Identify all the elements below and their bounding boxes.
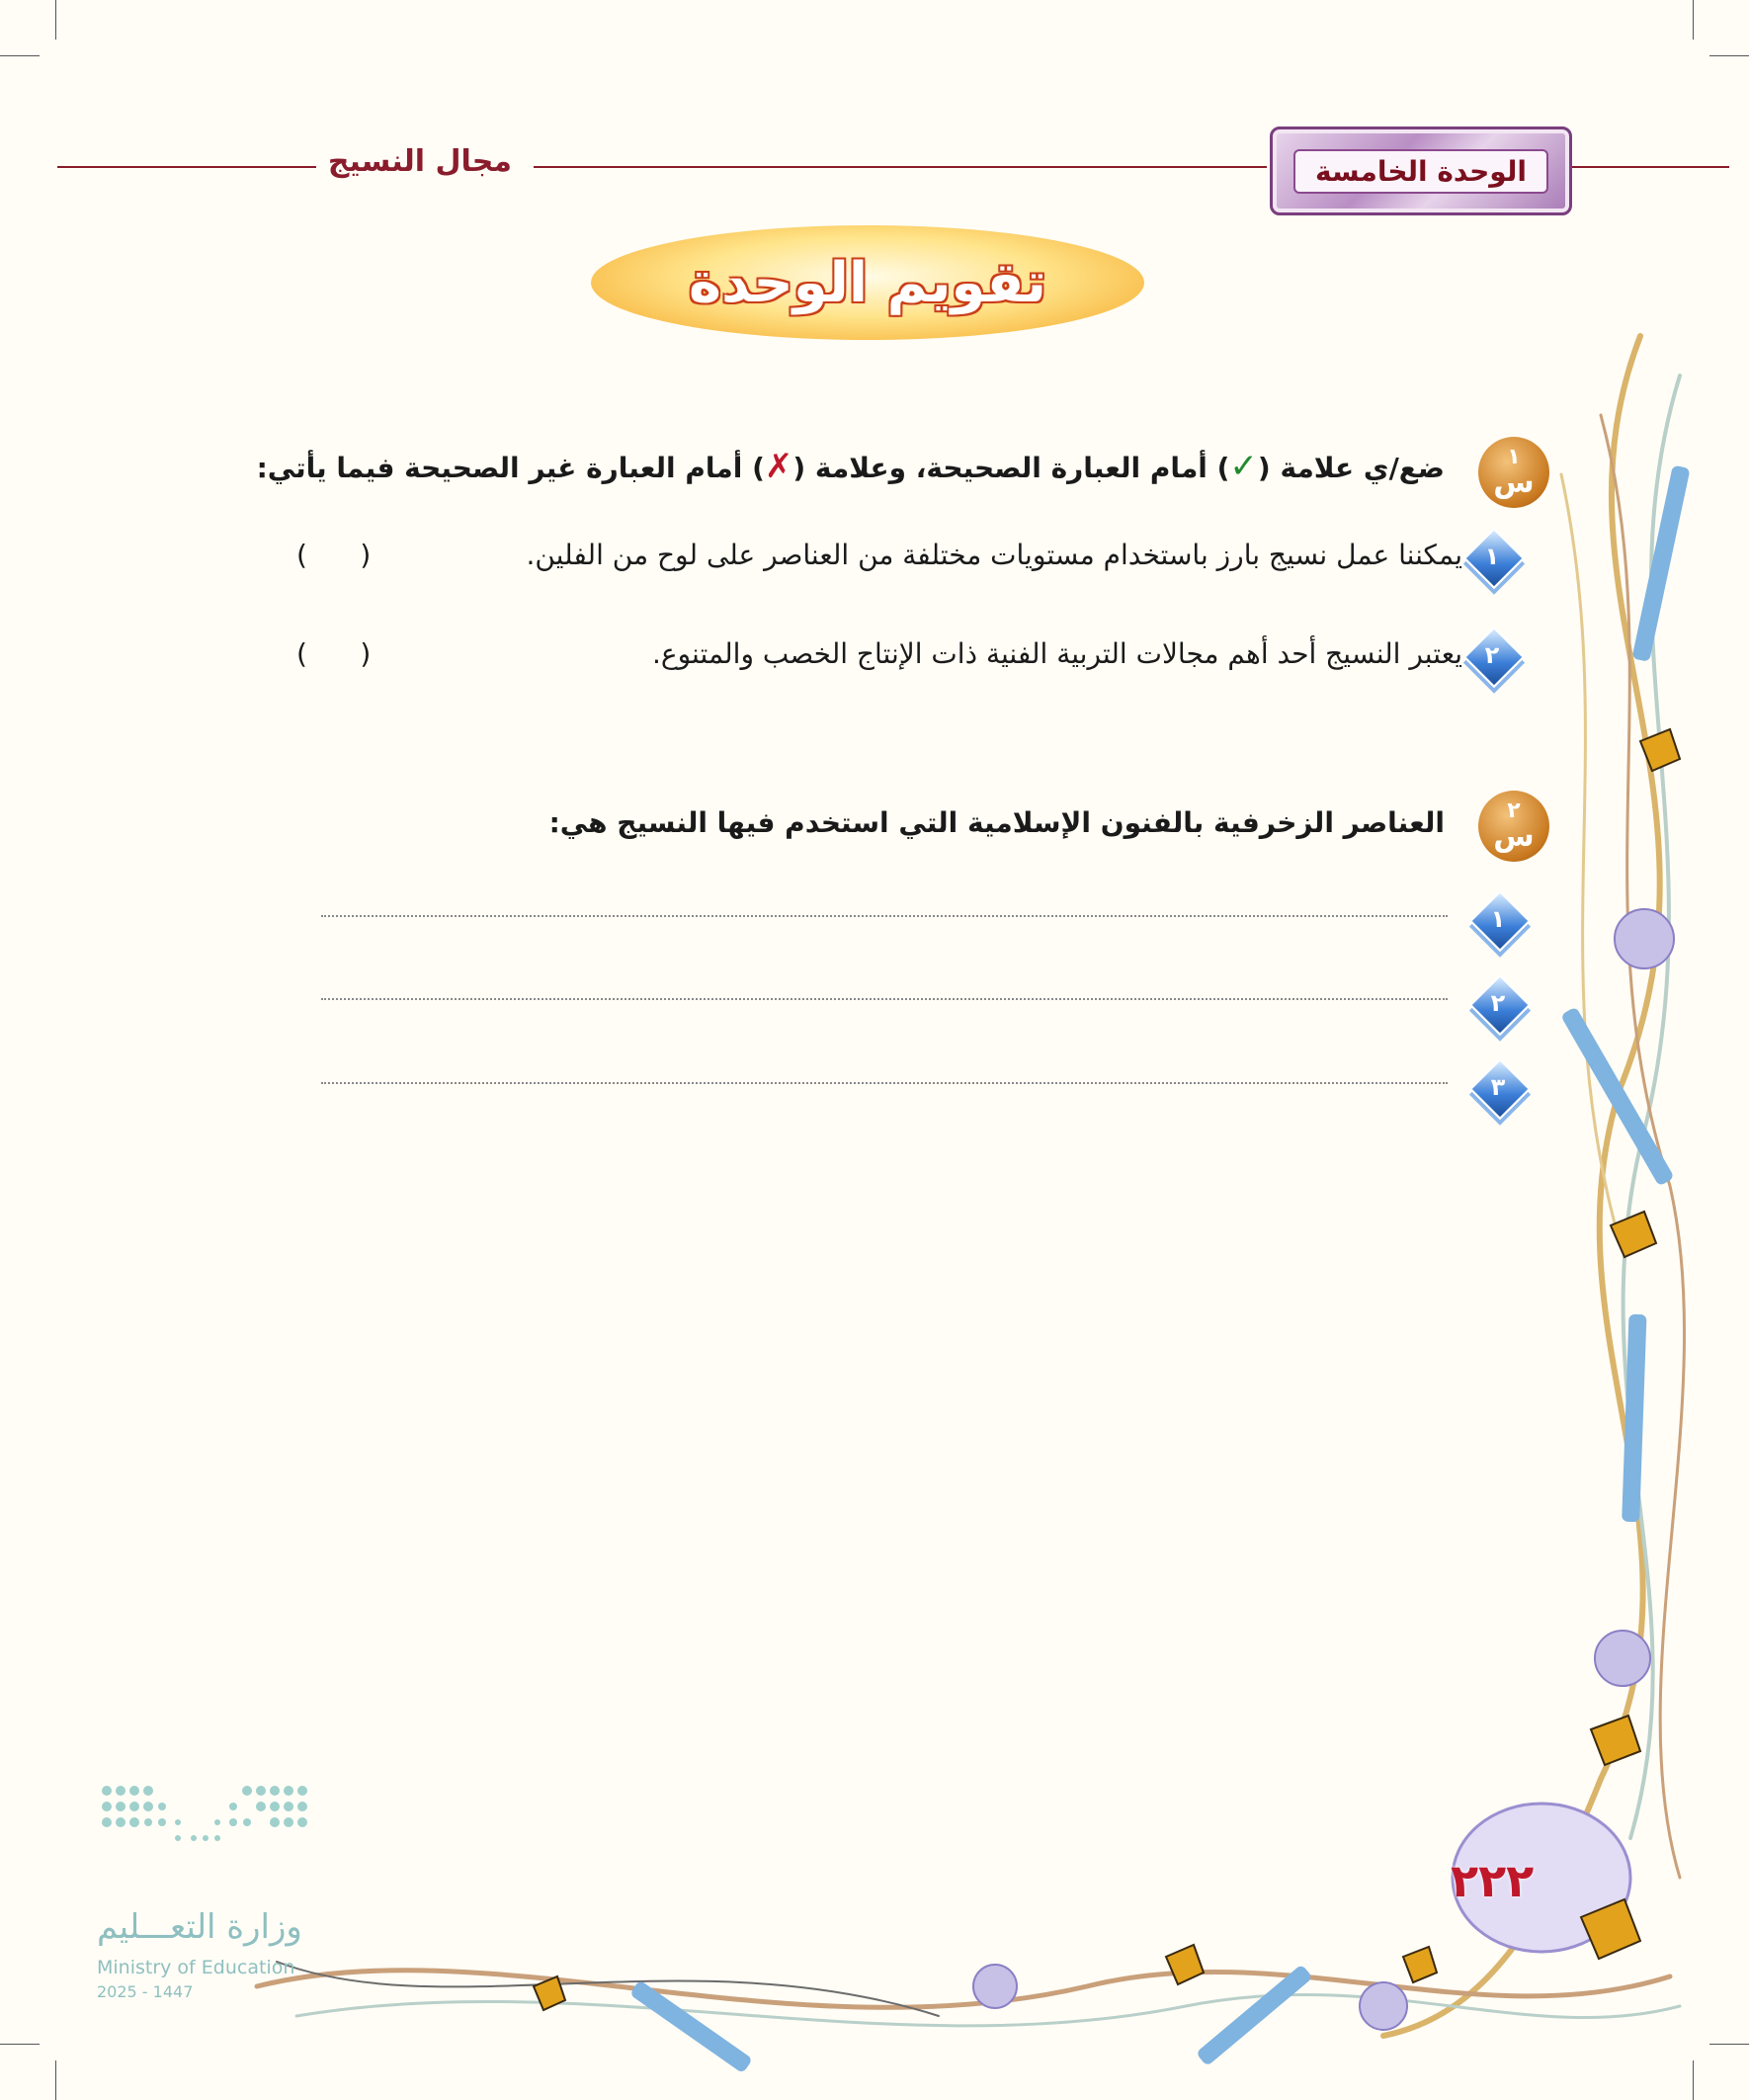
question-2-prompt: العناصر الزخرفية بالفنون الإسلامية التي استخدم فيها النسيج هي: bbox=[548, 806, 1445, 839]
question-2-symbol: س bbox=[1493, 819, 1535, 854]
question-1-prompt-part3: ) أمام العبارة غير الصحيحة فيما يأتي: bbox=[256, 452, 765, 484]
q2-item-1-number: ١ bbox=[1490, 905, 1506, 933]
page-number: ٢٢٢ bbox=[1451, 1854, 1535, 1907]
q1-item-1-number: ١ bbox=[1484, 543, 1500, 570]
q1-item-1-text: يمكننا عمل نسيج بارز باستخدام مستويات مختلفة من العناصر على لوح من الفلين. bbox=[526, 539, 1462, 571]
ministry-name-arabic: وزارة التعـــليم bbox=[97, 1907, 302, 1947]
q1-item-2-number: ٢ bbox=[1484, 641, 1500, 669]
check-mark-icon: ✓ bbox=[1229, 447, 1258, 486]
q2-item-1-answer-line[interactable] bbox=[321, 915, 1448, 917]
question-1-symbol: س bbox=[1493, 465, 1535, 500]
q2-item-2-answer-line[interactable] bbox=[321, 998, 1448, 1000]
question-1-number: ١ bbox=[1507, 445, 1521, 469]
ministry-logo-icon bbox=[99, 1783, 311, 1846]
ministry-year: 2025 - 1447 bbox=[97, 1982, 194, 2001]
q1-item-2-answer-box[interactable]: ( ) bbox=[296, 637, 372, 670]
page-title: تقويم الوحدة bbox=[689, 250, 1046, 315]
question-1-prompt-part2: ) أمام العبارة الصحيحة، وعلامة ( bbox=[792, 452, 1230, 484]
unit-label: الوحدة الخامسة bbox=[1293, 149, 1548, 194]
q1-item-1-answer-box[interactable]: ( ) bbox=[296, 539, 372, 571]
question-1-prompt bbox=[257, 447, 1445, 486]
cross-mark-icon: ✗ bbox=[764, 447, 793, 486]
ministry-name-english: Ministry of Education bbox=[97, 1957, 295, 1978]
q1-item-2-text: يعتبر النسيج أحد أهم مجالات التربية الفنية ذات الإنتاج الخصب والمتنوع. bbox=[651, 637, 1462, 670]
question-2-number: ٢ bbox=[1507, 798, 1521, 823]
q2-item-2-number: ٢ bbox=[1490, 989, 1506, 1017]
q2-item-3-answer-line[interactable] bbox=[321, 1082, 1448, 1084]
q2-item-3-number: ٣ bbox=[1490, 1073, 1506, 1101]
question-1-badge bbox=[1478, 437, 1549, 508]
question-2-badge bbox=[1478, 791, 1549, 862]
question-1-prompt-part1: ضع/ي علامة ( bbox=[1257, 452, 1445, 484]
field-label: مجال النسيج bbox=[316, 144, 524, 179]
